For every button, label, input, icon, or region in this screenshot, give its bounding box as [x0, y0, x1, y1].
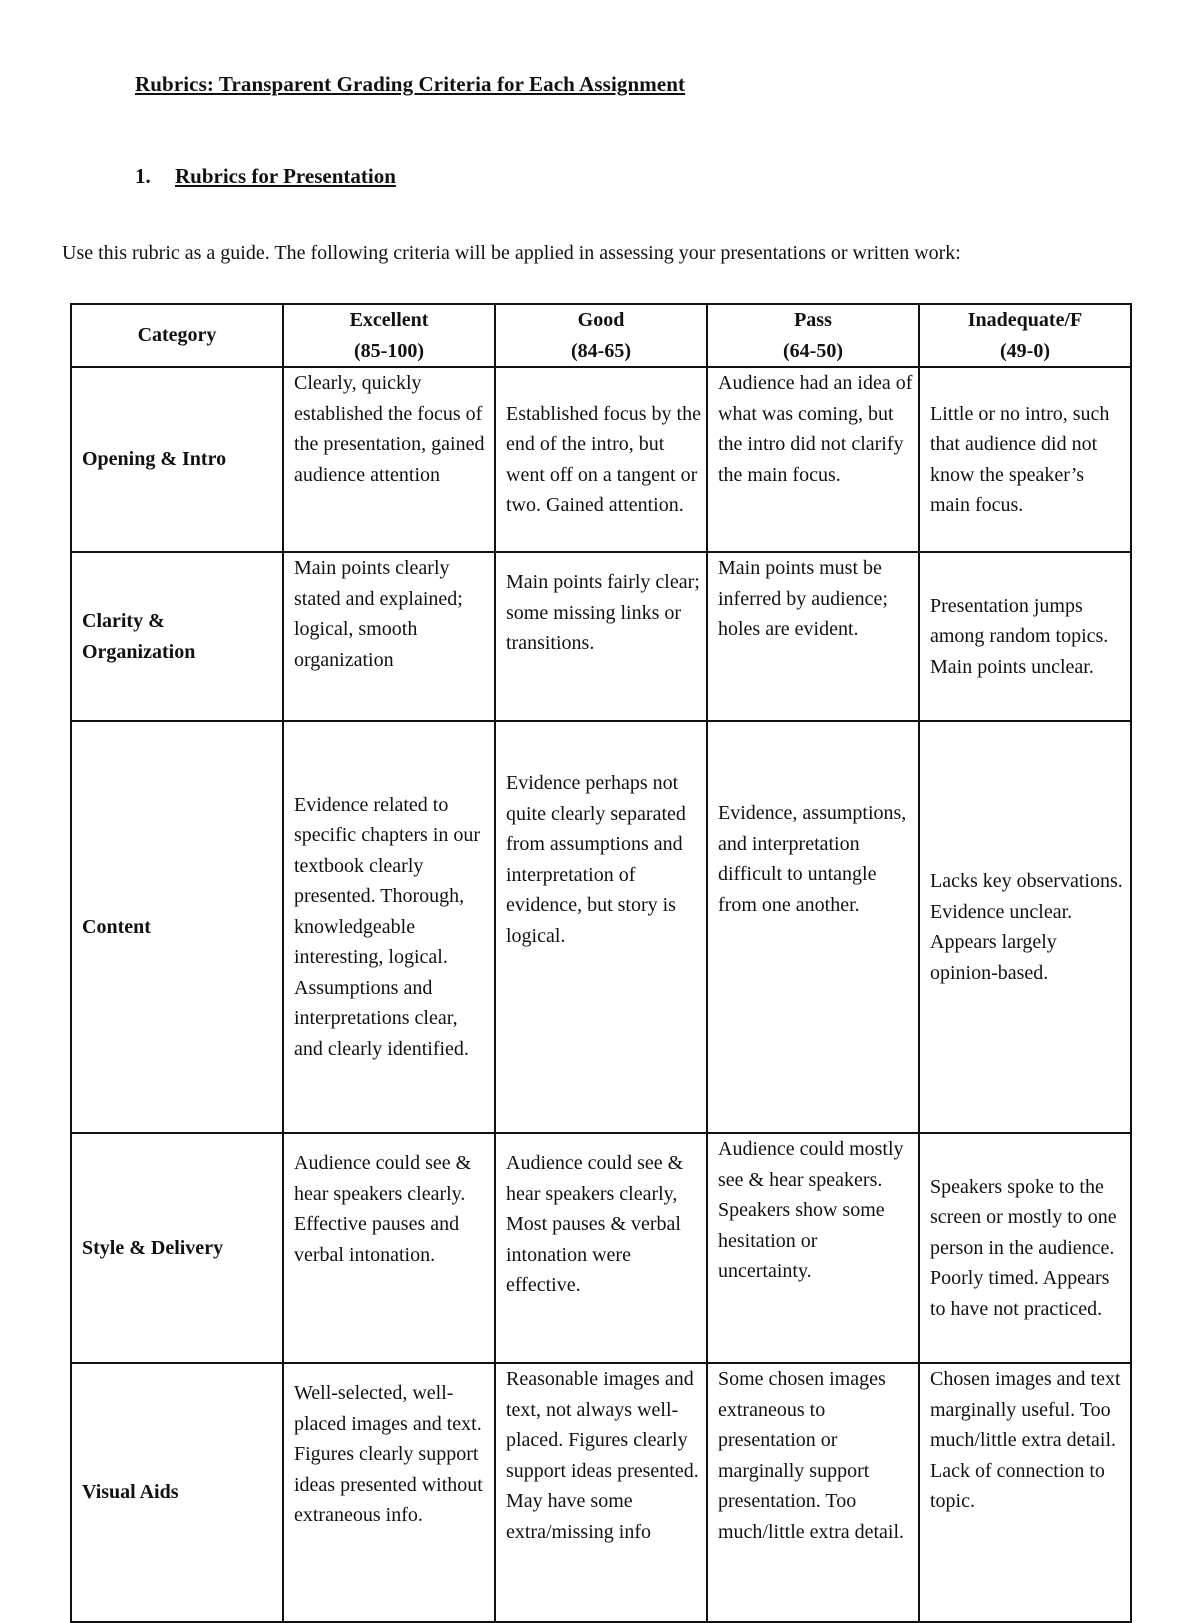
- table-row: [71, 552, 1131, 721]
- category-cell: Clarity & Organization: [71, 552, 283, 721]
- pass-cell: Main points must be inferred by audience; holes are evident.: [707, 552, 919, 721]
- inadequate-cell: Lacks key observations. Evidence unclear. Appears largely opinion-based.: [919, 721, 1131, 1133]
- category-cell: Visual Aids: [71, 1363, 283, 1622]
- header-inadequate: [919, 304, 1131, 367]
- excellent-cell: Clearly, quickly established the focus of the presentation, gained audience attention: [283, 367, 495, 552]
- section-heading: [135, 164, 396, 189]
- header-category: [71, 304, 283, 367]
- rubric-table: [70, 303, 1132, 1623]
- header-pass-range: (64-50): [783, 339, 843, 362]
- pass-cell: Audience could mostly see & hear speakers. Speakers show some hesitation or uncertainty.: [707, 1133, 919, 1363]
- pass-cell: Some chosen images extraneous to presentation or marginally support presentation. Too much/little extra detail.: [707, 1363, 919, 1622]
- header-good-range: (84-65): [571, 339, 631, 362]
- category-cell: Style & Delivery: [71, 1133, 283, 1363]
- inadequate-cell: Chosen images and text marginally useful. Too much/little extra detail. Lack of connection to topic.: [919, 1363, 1131, 1622]
- header-excellent: [283, 304, 495, 367]
- excellent-cell: Audience could see & hear speakers clearly. Effective pauses and verbal intonation.: [283, 1133, 495, 1363]
- header-pass: [707, 304, 919, 367]
- intro-text: Use this rubric as a guide. The following criteria will be applied in assessing your presentations or written work:: [62, 242, 961, 264]
- excellent-cell: Evidence related to specific chapters in our textbook clearly presented. Thorough, knowledgeable interesting, logical. Assumptions and interpretations clear, and clearly identified.: [283, 721, 495, 1133]
- category-cell: Content: [71, 721, 283, 1133]
- table-row: [71, 721, 1131, 1133]
- header-pass-label: Pass: [794, 309, 832, 331]
- good-cell: Established focus by the end of the intro, but went off on a tangent or two. Gained attention.: [495, 367, 707, 552]
- header-category-label: Category: [137, 324, 217, 347]
- document-title: Rubrics: Transparent Grading Criteria for Each Assignment: [135, 72, 686, 96]
- header-inadequate-range: (49-0): [1000, 339, 1050, 362]
- header-excellent-range: (85-100): [354, 339, 424, 362]
- inadequate-cell: Speakers spoke to the screen or mostly to one person in the audience. Poorly timed. Appears to have not practiced.: [919, 1133, 1131, 1363]
- inadequate-cell: Presentation jumps among random topics. Main points unclear.: [919, 552, 1131, 721]
- category-cell: Opening & Intro: [71, 367, 283, 552]
- table-row: [71, 1133, 1131, 1363]
- header-row: [71, 304, 1131, 367]
- good-cell: Evidence perhaps not quite clearly separated from assumptions and interpretation of evidence, but story is logical.: [495, 721, 707, 1133]
- table-row: [71, 1363, 1131, 1622]
- excellent-cell: Well-selected, well-placed images and text. Figures clearly support ideas presented without extraneous info.: [283, 1363, 495, 1622]
- section-number: 1.: [135, 164, 151, 188]
- inadequate-cell: Little or no intro, such that audience did not know the speaker’s main focus.: [919, 367, 1131, 552]
- good-cell: Reasonable images and text, not always well-placed. Figures clearly support ideas presented. May have some extra/missing info: [495, 1363, 707, 1622]
- pass-cell: Evidence, assumptions, and interpretation difficult to untangle from one another.: [707, 721, 919, 1133]
- header-excellent-label: Excellent: [349, 309, 429, 331]
- good-cell: Audience could see & hear speakers clearly, Most pauses & verbal intonation were effective.: [495, 1133, 707, 1363]
- header-good: [495, 304, 707, 367]
- pass-cell: Audience had an idea of what was coming, but the intro did not clarify the main focus.: [707, 367, 919, 552]
- good-cell: Main points fairly clear; some missing links or transitions.: [495, 552, 707, 721]
- table-row: [71, 367, 1131, 552]
- header-good-label: Good: [577, 309, 625, 331]
- section-label: Rubrics for Presentation: [175, 164, 396, 188]
- header-inadequate-label: Inadequate/F: [967, 309, 1083, 331]
- excellent-cell: Main points clearly stated and explained; logical, smooth organization: [283, 552, 495, 721]
